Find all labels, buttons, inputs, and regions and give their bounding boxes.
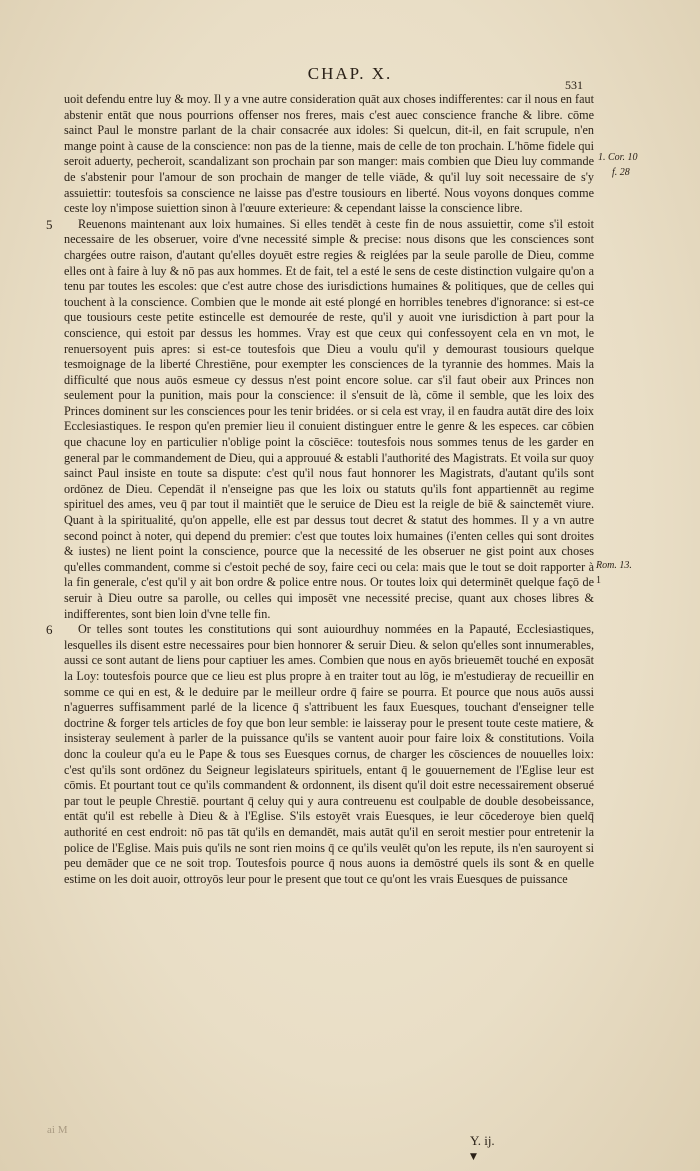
paragraph-text: Or telles sont toutes les constitutions qui sont auiourdhuy nommées en la Papauté, Ecclesiastiques, lesquelles ils disent estre necessaires pour bien honnorer & seruir Dieu. & selon qu'elles sont innumerables, aussi ce sont autant de liens pour captiuer les ames. Combien que nous en ayōs brieuemēt touché en exposāt la Loy: toutesfois pource que ce lieu est plus propre à en traiter tout au lōg, ie m'estudieray de recueillir en somme ce qui en est, & le deduire par le meilleur ordre q̄ faire se pourra. Et pource que nous auōs aussi n'aguerres suffisamment parlé de la licence q̄ s'attribuent les faux Euesques, touchant d'enseigner telle doctrine & forger tels articles de foy que bon leur semble: ie laisseray pour le present toute ceste matiere, & insisteray seulement à parler de la puissance qu'ils se vantent auoir pour faire loix & constitutions. Voila donc la couleur qu'a eu le Pape & tous ses Euesques cornus, de charger les cōsciences de nouuelles loix: c'est qu'ils sont ordōnez du Seigneur legislateurs spirituels, entant q̄ le gouuernement de l'Eglise leur est cōmis. Et pourtant tout ce qu'ils commandent & ordonnent, ils disent qu'il doit estre necessairement obserué par tout le peuple Chrestiē. pourtant q̄ celuy qui y aura contreuenu est coulpable de double desobeissance, entāt qu'il est rebelle à Dieu & à l'Eglise. S'ils estoyēt vrais Euesques, ie leur cōcederoye bien quelq̄ authorité en cest endroit: nō pas tāt qu'ils en demandēt, mais autāt qu'il en seroit mestier pour entretenir la police de l'Eglise. Mais puis qu'ils ne sont rien moins q̄ ce qu'ils veulēt qu'on les repute, ils n'en sauroyent si peu demāder que ce ne soit trop. Toutesfois pource q̄ nous auons ia demōstré quels ils sont & en quelle estime on les doit auoir, ottroyōs leur pour le present que tout ce qu'ont les vrais Euesques de puissance bbox=[64, 622, 594, 886]
edge-mark: ai M bbox=[47, 1124, 68, 1136]
running-title: CHAP. X. bbox=[307, 64, 393, 83]
catchmark-icon: ▼ bbox=[470, 1152, 477, 1162]
main-text-block bbox=[46, 92, 594, 887]
paragraph-number: 5 bbox=[46, 216, 53, 232]
page-number: 531 bbox=[565, 78, 583, 92]
paragraph-6 bbox=[46, 622, 594, 887]
paragraph-text: Reuenons maintenant aux loix humaines. Si elles tendēt à ceste fin de nous assuiettir, come s'il estoit necessaire de les obseruer, voire d'vne necessité simple & precise: nous disons que les consciences sont chargées outre raison, d'autant qu'elles doyuēt estre regies & reiglées par la seule parolle de Dieu, comme elles ont à faire à luy & nō pas aux hommes. Et de fait, tel a esté le sens de ceste distinction vulgaire qu'on a tenu par toutes les escoles: que c'est autre chose des iurisdictions humaines & politiques, que de celles qui touchent à la conscience. Combien que le monde ait esté plongé en horribles tenebres d'ignorance: si est-ce que tousiours ceste petite estincelle est demourée de reste, qu'il y auoit vne iurisdiction à part pour la conscience, qui estoit par dessus les hommes. Vray est que ceux qui confessoyent cela en vn mot, le renuersoyent puis apres: si est-ce toutesfois que Dieu a voulu qu'il y demourast tousiours quelque tesmoignage de la liberté Chrestiēne, pour exempter les consciences de la tyrannie des hommes. Mais la difficulté que nous auōs esmeue cy dessus n'est point encore solue. car s'il faut obeir aux Princes non seulement pour la punition, mais pour la conscience: il s'ensuit de là, cōme il semble, que les loix des Princes dominent sur les consciences pour les tenir bridées. or si cela est vray, il en faudra autāt dire des loix Ecclesiastiques. Ie respon qu'en premier lieu il conuient distinguer entre le genre & les especes. car cōbien que chacune loy en particulier n'oblige point la cōsciēce: toutesfois nous sommes tenus de les garder en general par le commandement de Dieu, qui a approuué & establi l'authorité des Magistrats. Et voila sur quoy sainct Paul insiste en toute sa dispute: c'est qu'il nous faut honnorer les Magistrats, d'autant qu'ils sont ordōnez de Dieu. Cependāt il n'enseigne pas que les loix ou statuts qu'ils font appartiennēt au regime spirituel des ames, veu q̄ par tout il maintiēt que le seruice de Dieu est la reigle de biē & sainctemēt viure. Quant à la spiritualité, qu'on appelle, elle est par dessus tout decret & statut des hommes. Il y a vn autre second poinct à noter, qui depend du premier: c'est que toutes loix humaines (i'enten celles qui sont droites & iustes) ne lient point la conscience, pource que la necessité de les obseruer ne gist point aux choses qu'elles commandent, comme si c'estoit peché de soy, faire ceci ou cela: mais que le tout se doit rapporter à la fin generale, c'est qu'il y ait bon ordre & police entre nous. Or toutes loix qui determinēt quelque façō de seruir à Dieu outre sa parolle, ou celles qui imposēt vne necessité precise, quant aux choses libres & indifferentes, sont bien loin d'vne telle fin. bbox=[64, 216, 594, 621]
margin-note-cor: 1. Cor. 10 bbox=[598, 152, 638, 163]
margin-note-rom-verse: 1 bbox=[596, 575, 601, 586]
signature-mark: Y. ij. bbox=[470, 1133, 495, 1148]
paragraph-number: 6 bbox=[46, 622, 53, 638]
paragraph-5 bbox=[46, 216, 594, 622]
paragraph-continuation: uoit defendu entre luy & moy. Il y a vne autre consideration quāt aux choses indifferentes: car il nous en faut abstenir entāt que nous pourrions offenser nos freres, mais c'est auec conscience franche & libre. cōme sainct Paul le monstre parlant de la chair consacrée aux idoles: Si quelcun, dit-il, en fait scrupule, n'en mange point à cause de la conscience: non pas de la tienne, mais de celle de ton prochain. L'hōme fidele qui seroit aduerty, pecheroit, scandalizant son prochain par son manger: mais combien que Dieu luy commande de s'abstenir pour l'amour de son prochain de manger de telle viāde, & qu'il luy soit necessaire de s'y assuiettir: toutesfois sa conscience ne laisse pas d'estre tousiours en liberté. Nous voyons donques comme ceste loy n'impose suiettion sinon à l'œuure exterieure: & cependant laisse la conscience libre. bbox=[64, 92, 594, 216]
margin-note-verse: f. 28 bbox=[612, 167, 630, 178]
margin-note-rom: Rom. 13. bbox=[596, 560, 632, 571]
